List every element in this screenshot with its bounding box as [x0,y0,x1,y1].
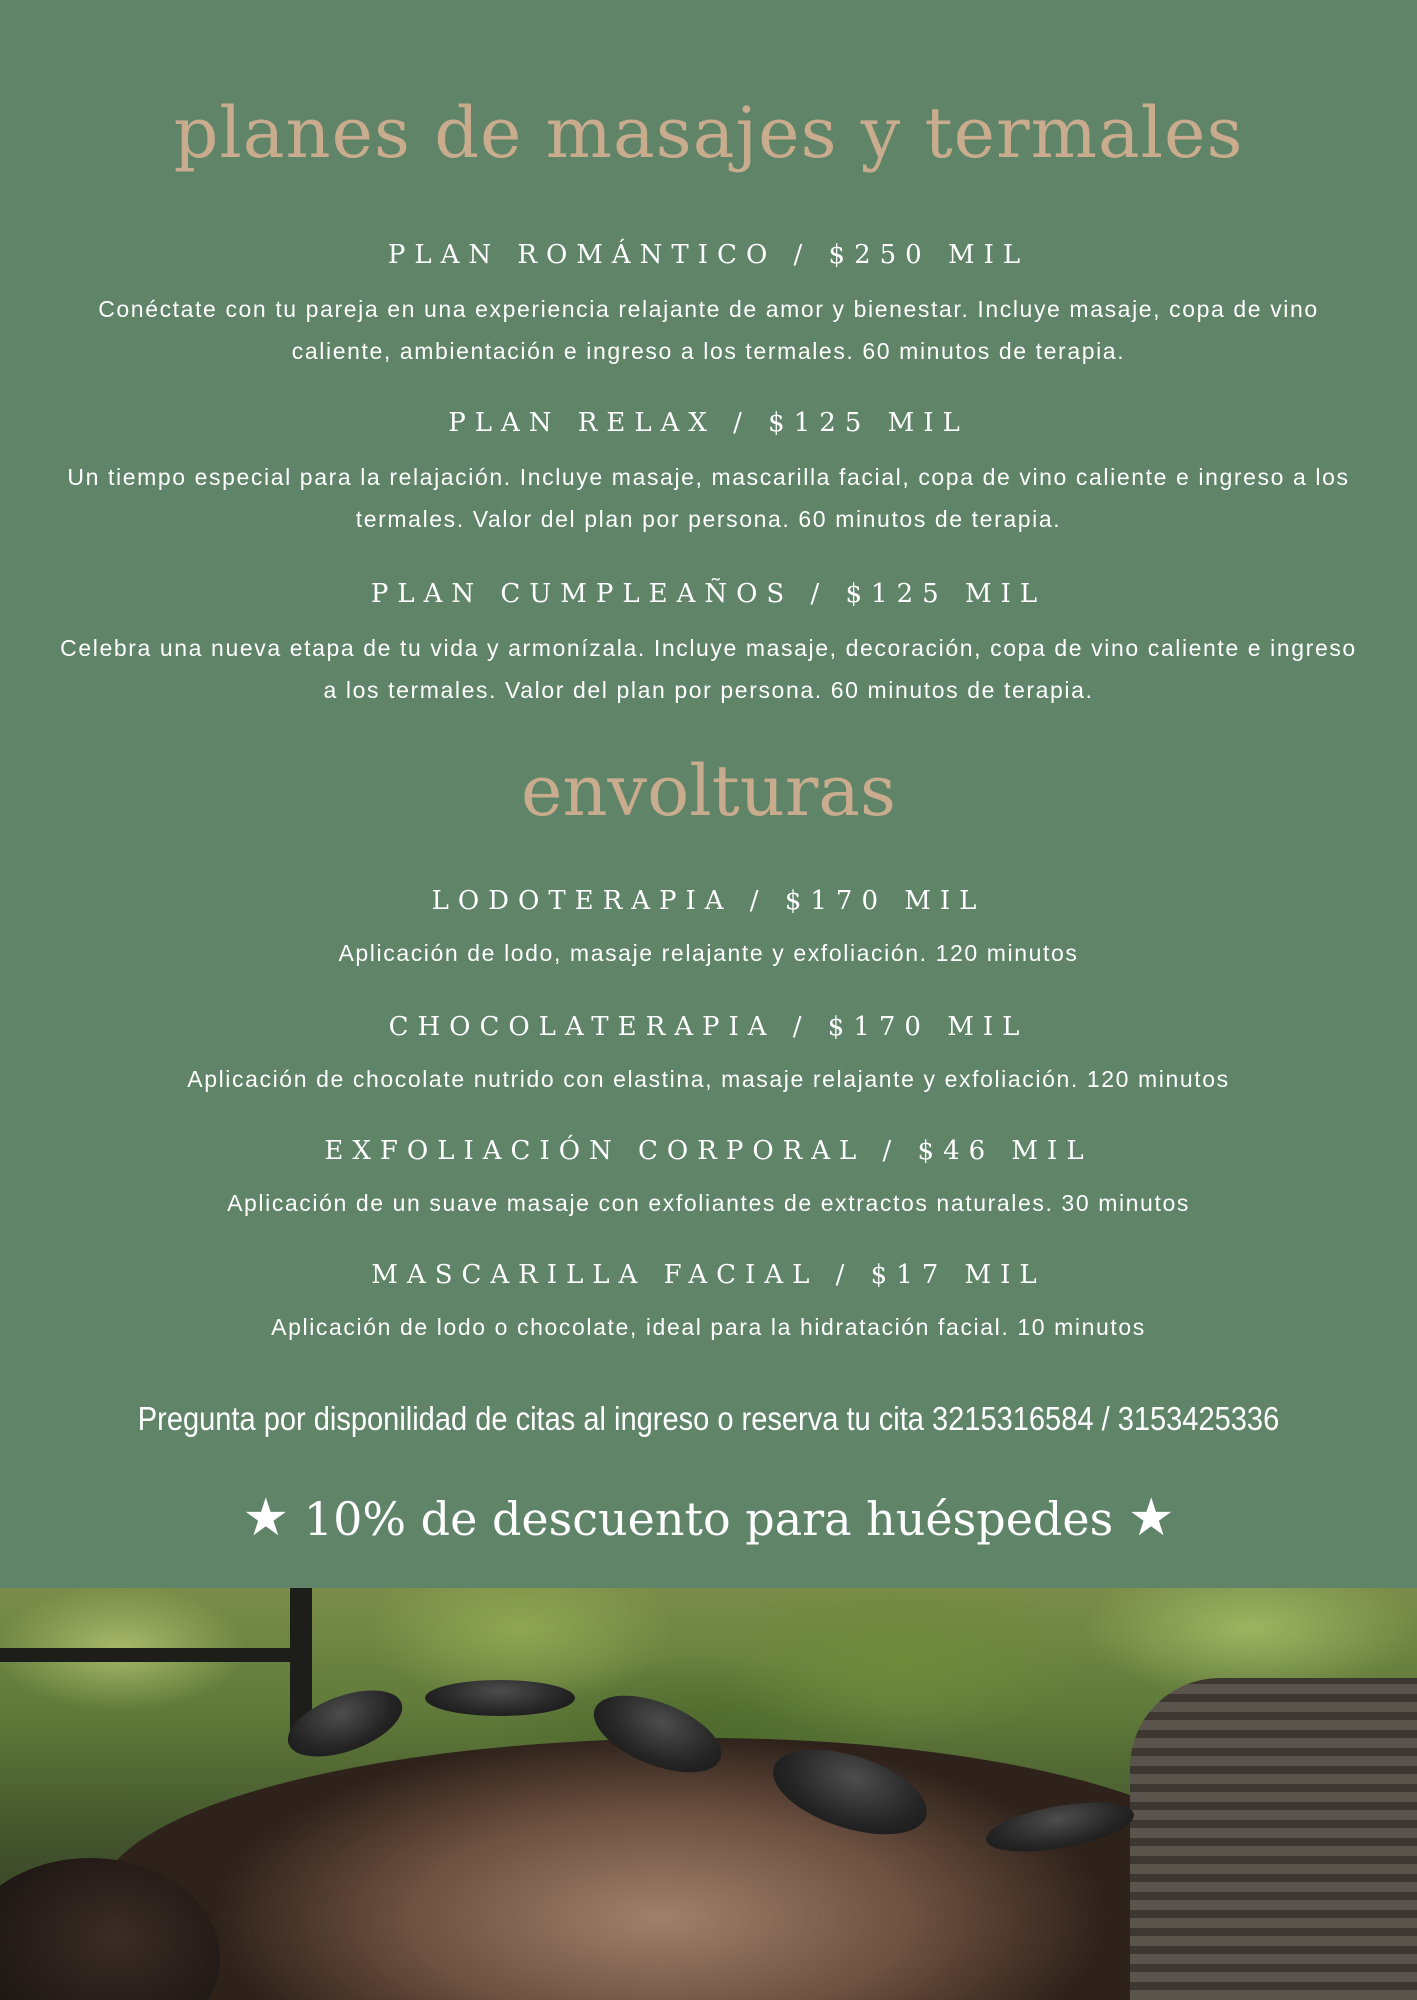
plan-cumpleanos-title: PLAN CUMPLEAÑOS / $125 MIL [370,579,1047,609]
contact-info: Pregunta por disponilidad de citas al ingreso o reserva tu cita 3215316584 / 3153425336 [137,1400,1280,1437]
towel [1130,1678,1417,2000]
plan-romantico-description: Conéctate con tu pareja en una experiencia relajante de amor y bienestar. Incluye masaje, copa de vino caliente, ambientación e ingreso a los termales. 60 minutos de terapia. [98,296,1319,364]
exfoliacion-description: Aplicación de un suave masaje con exfoliantes de extractos naturales. 30 minutos [227,1190,1190,1216]
star-icon: ★ [242,1488,290,1548]
window-frame [0,1648,312,1662]
exfoliacion-title: EXFOLIACIÓN CORPORAL / $46 MIL [324,1136,1093,1166]
lodoterapia-title: LODOTERAPIA / $170 MIL [431,886,986,916]
plan-cumpleanos-description: Celebra una nueva etapa de tu vida y armonízala. Incluye masaje, decoración, copa de vino caliente e ingreso a los termales. Valor del plan por persona. 60 minutos de terapia. [60,635,1357,703]
discount-banner [0,1488,1417,1548]
plan-romantico-title: PLAN ROMÁNTICO / $250 MIL [387,240,1030,270]
mascarilla-title: MASCARILLA FACIAL / $17 MIL [371,1260,1046,1290]
hot-stone-massage-photo [0,1588,1417,2000]
heading-planes: planes de masajes y termales [173,92,1244,174]
star-icon: ★ [1127,1488,1175,1548]
heading-envolturas: envolturas [521,750,896,832]
chocolaterapia-description: Aplicación de chocolate nutrido con elastina, masaje relajante y exfoliación. 120 minutos [187,1066,1230,1092]
plan-relax-title: PLAN RELAX / $125 MIL [448,408,969,438]
plan-relax-description: Un tiempo especial para la relajación. Incluye masaje, mascarilla facial, copa de vino caliente e ingreso a los termales. Valor del plan por persona. 60 minutos de terapia. [67,464,1350,532]
lodoterapia-description: Aplicación de lodo, masaje relajante y exfoliación. 120 minutos [338,940,1079,966]
chocolaterapia-title: CHOCOLATERAPIA / $170 MIL [388,1012,1029,1042]
hot-stone [425,1680,575,1716]
mascarilla-description: Aplicación de lodo o chocolate, ideal para la hidratación facial. 10 minutos [271,1314,1146,1340]
discount-text: 10% de descuento para huéspedes [303,1492,1114,1546]
